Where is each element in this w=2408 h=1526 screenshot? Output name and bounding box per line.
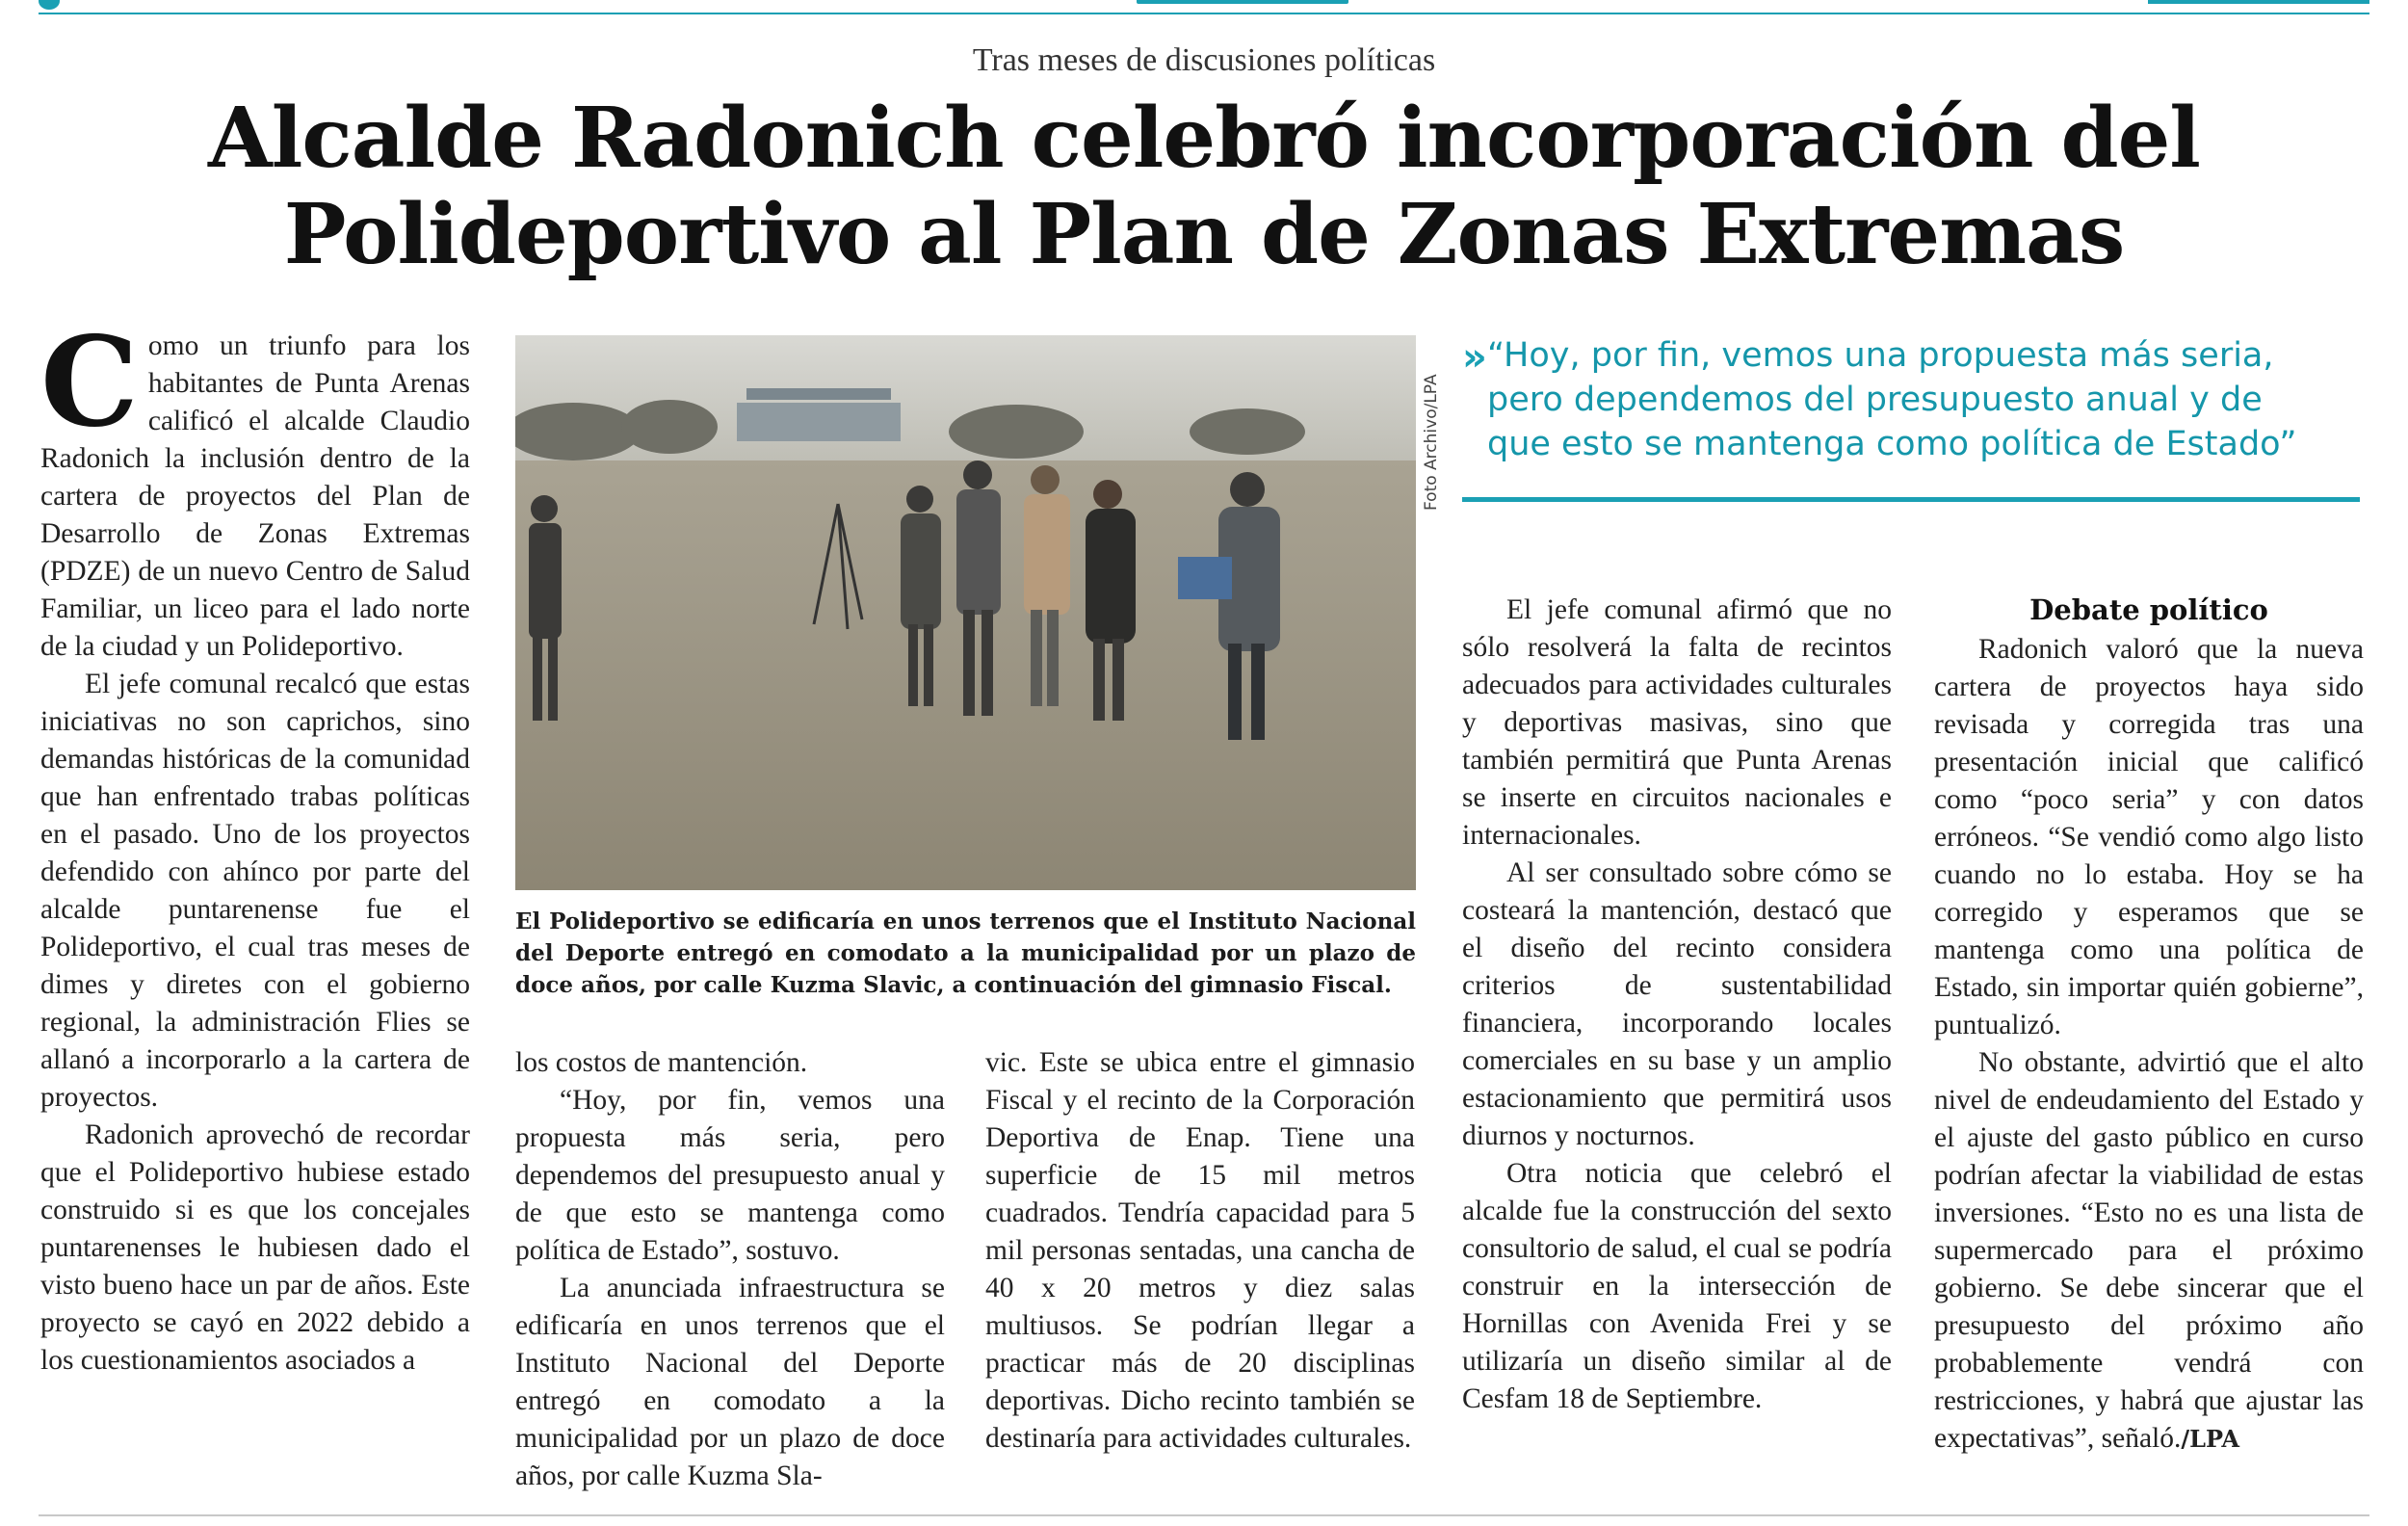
column-5-paragraph-2 [1934, 1044, 2364, 1458]
photo-credit: Foto Archivo/LPA [1422, 374, 1441, 511]
column-1-paragraph-3: Radonich aprovechó de recordar que el Polideportivo hubiese estado construido si es que los concejales puntarenenses le hubiesen dado el visto bueno hace un par de años. Este proyecto se cayó en 2022 debido a los cuestionamientos asociados a [40, 1119, 470, 1376]
column-2-paragraph-1: los costos de mantención. [515, 1047, 808, 1078]
column-1-paragraph-2: El jefe comunal recalcó que estas iniciativas no son caprichos, sino demandas históricas de la comunidad que han enfrentado trabas políticas en el pasado. Uno de los proyectos defendido con ahínco por parte del alcalde puntarenense fue el Polideportivo, el cual tras meses de dimes y diretes con el gobierno regional, la administración Flies se allanó a incorporarlo a la cartera de proyectos. [40, 669, 470, 1113]
column-1-paragraph-1 [40, 310, 470, 666]
article-column-4 [1462, 592, 1892, 1418]
column-4-paragraph-3: Otra noticia que celebró el alcalde fue la construcción del sexto consultorio de salud, el cual se podría construir en la intersección de Hornillas con Avenida Frei y se utilizaría un diseño similar al de Cesfam 18 de Septiembre. [1462, 1158, 1892, 1414]
column-4-paragraph-2: Al ser consultado sobre cómo se costeará la mantención, destacó que el diseño del recinto considera criterios de sustentabilidad financiera, incorporando locales comerciales en su base y un amplio estacionamiento que permitirá usos diurnos y nocturnos. [1462, 857, 1892, 1151]
pull-quote-block [1462, 333, 2358, 507]
headline-line-1: Alcalde Radonich celebró incorporación del [208, 90, 2200, 187]
article-column-2 [515, 1044, 945, 1495]
section-label-bar [1137, 0, 1348, 4]
headline-line-2: Polideportivo al Plan de Zonas Extremas [283, 186, 2125, 283]
article-headline [193, 91, 2215, 283]
column-3-paragraph-1: vic. Este se ubica entre el gimnasio Fiscal y el recinto de la Corporación Deportiva de Enap. Tiene una superficie de 15 mil metros cuadrados. Tendría capacidad para 5 mil personas sentadas, una cancha de 40 x 20 metros y diez salas multiusos. Se podrían llegar a practicar más de 20 disciplinas deportivas. Dicho recinto también se destinaría para actividades culturales. [985, 1047, 1415, 1454]
article-photo [515, 335, 1416, 890]
article-column-3 [985, 1044, 1415, 1458]
double-chevron-icon: » [1462, 335, 1487, 380]
column-5-paragraph-1: Radonich valoró que la nueva cartera de proyectos haya sido revisada y corregida tras una presentación inicial que calificó como “poco seria” y con datos erróneos. “Se vendió como algo listo cuando no lo estaba. Hoy se ha corregido y esperamos que se mantenga como una política de Estado, sin importar quién gobierne”, puntualizó. [1934, 634, 2364, 1040]
photo-building [737, 388, 901, 441]
article-column-1 [40, 310, 470, 1380]
article-kicker: Tras meses de discusiones políticas [972, 42, 1436, 78]
section-subhead: Debate político [2029, 593, 2268, 626]
column-1-paragraph-1-text: omo un triunfo para los habitantes de Punta Arenas calificó el alcalde Claudio Radonich la inclusión dentro de la cartera de proyectos del Plan de Desarrollo de Zonas Extremas (PDZE) de un nuevo Centro de Salud Familiar, un liceo para el lado norte de la ciudad y un Polideportivo. [40, 330, 470, 662]
drop-cap: C [40, 310, 139, 455]
page-bottom-rule [39, 1514, 2369, 1516]
page-header-bar [39, 0, 2369, 13]
column-4-paragraph-1: El jefe comunal afirmó que no sólo resolverá la falta de recintos adecuados para actividades culturales y deportivas masivas, sino que también permitirá que Punta Arenas se inserte en circuitos nacionales e internacionales. [1462, 594, 1892, 851]
photo-caption: El Polideportivo se edificaría en unos terrenos que el Instituto Nacional del Deporte entregó en comodato a la municipalidad por un plazo de doce años, por calle Kuzma Slavic, a continuación del gimnasio Fiscal. [515, 908, 1416, 998]
pull-quote-rule [1462, 497, 2360, 502]
pull-quote-text: “Hoy, por fin, vemos una propuesta más seria, pero dependemos del presupuesto anual y de que esto se mantenga como política de Estado” [1487, 336, 2297, 463]
column-5-paragraph-2-text: No obstante, advirtió que el alto nivel de endeudamiento del Estado y el ajuste del gasto público en curso podrían afectar la viabilidad de estas inversiones. “Esto no es una lista de supermercado para el próximo gobierno. Se debe sincerar que el presupuesto del próximo año probablemente vendrá con restricciones, y habrá que ajustar las expectativas”, señaló. [1934, 1047, 2364, 1454]
page-number-marker [39, 0, 60, 10]
column-2-paragraph-3: La anunciada infraestructura se edificaría en unos terrenos que el Instituto Nacional del Deporte entregó en comodato a la municipalidad por un plazo de doce años, por calle Kuzma Sla- [515, 1273, 945, 1491]
header-rule [39, 13, 2369, 14]
photo-illustration [515, 335, 1416, 890]
article-column-5 [1934, 592, 2364, 1458]
newspaper-brand-bar [2148, 0, 2369, 4]
column-2-paragraph-2: “Hoy, por fin, vemos una propuesta más seria, pero dependemos del presupuesto anual y de que esto se mantenga como política de Estado”, sostuvo. [515, 1085, 945, 1266]
author-signature: /LPA [2181, 1425, 2239, 1453]
